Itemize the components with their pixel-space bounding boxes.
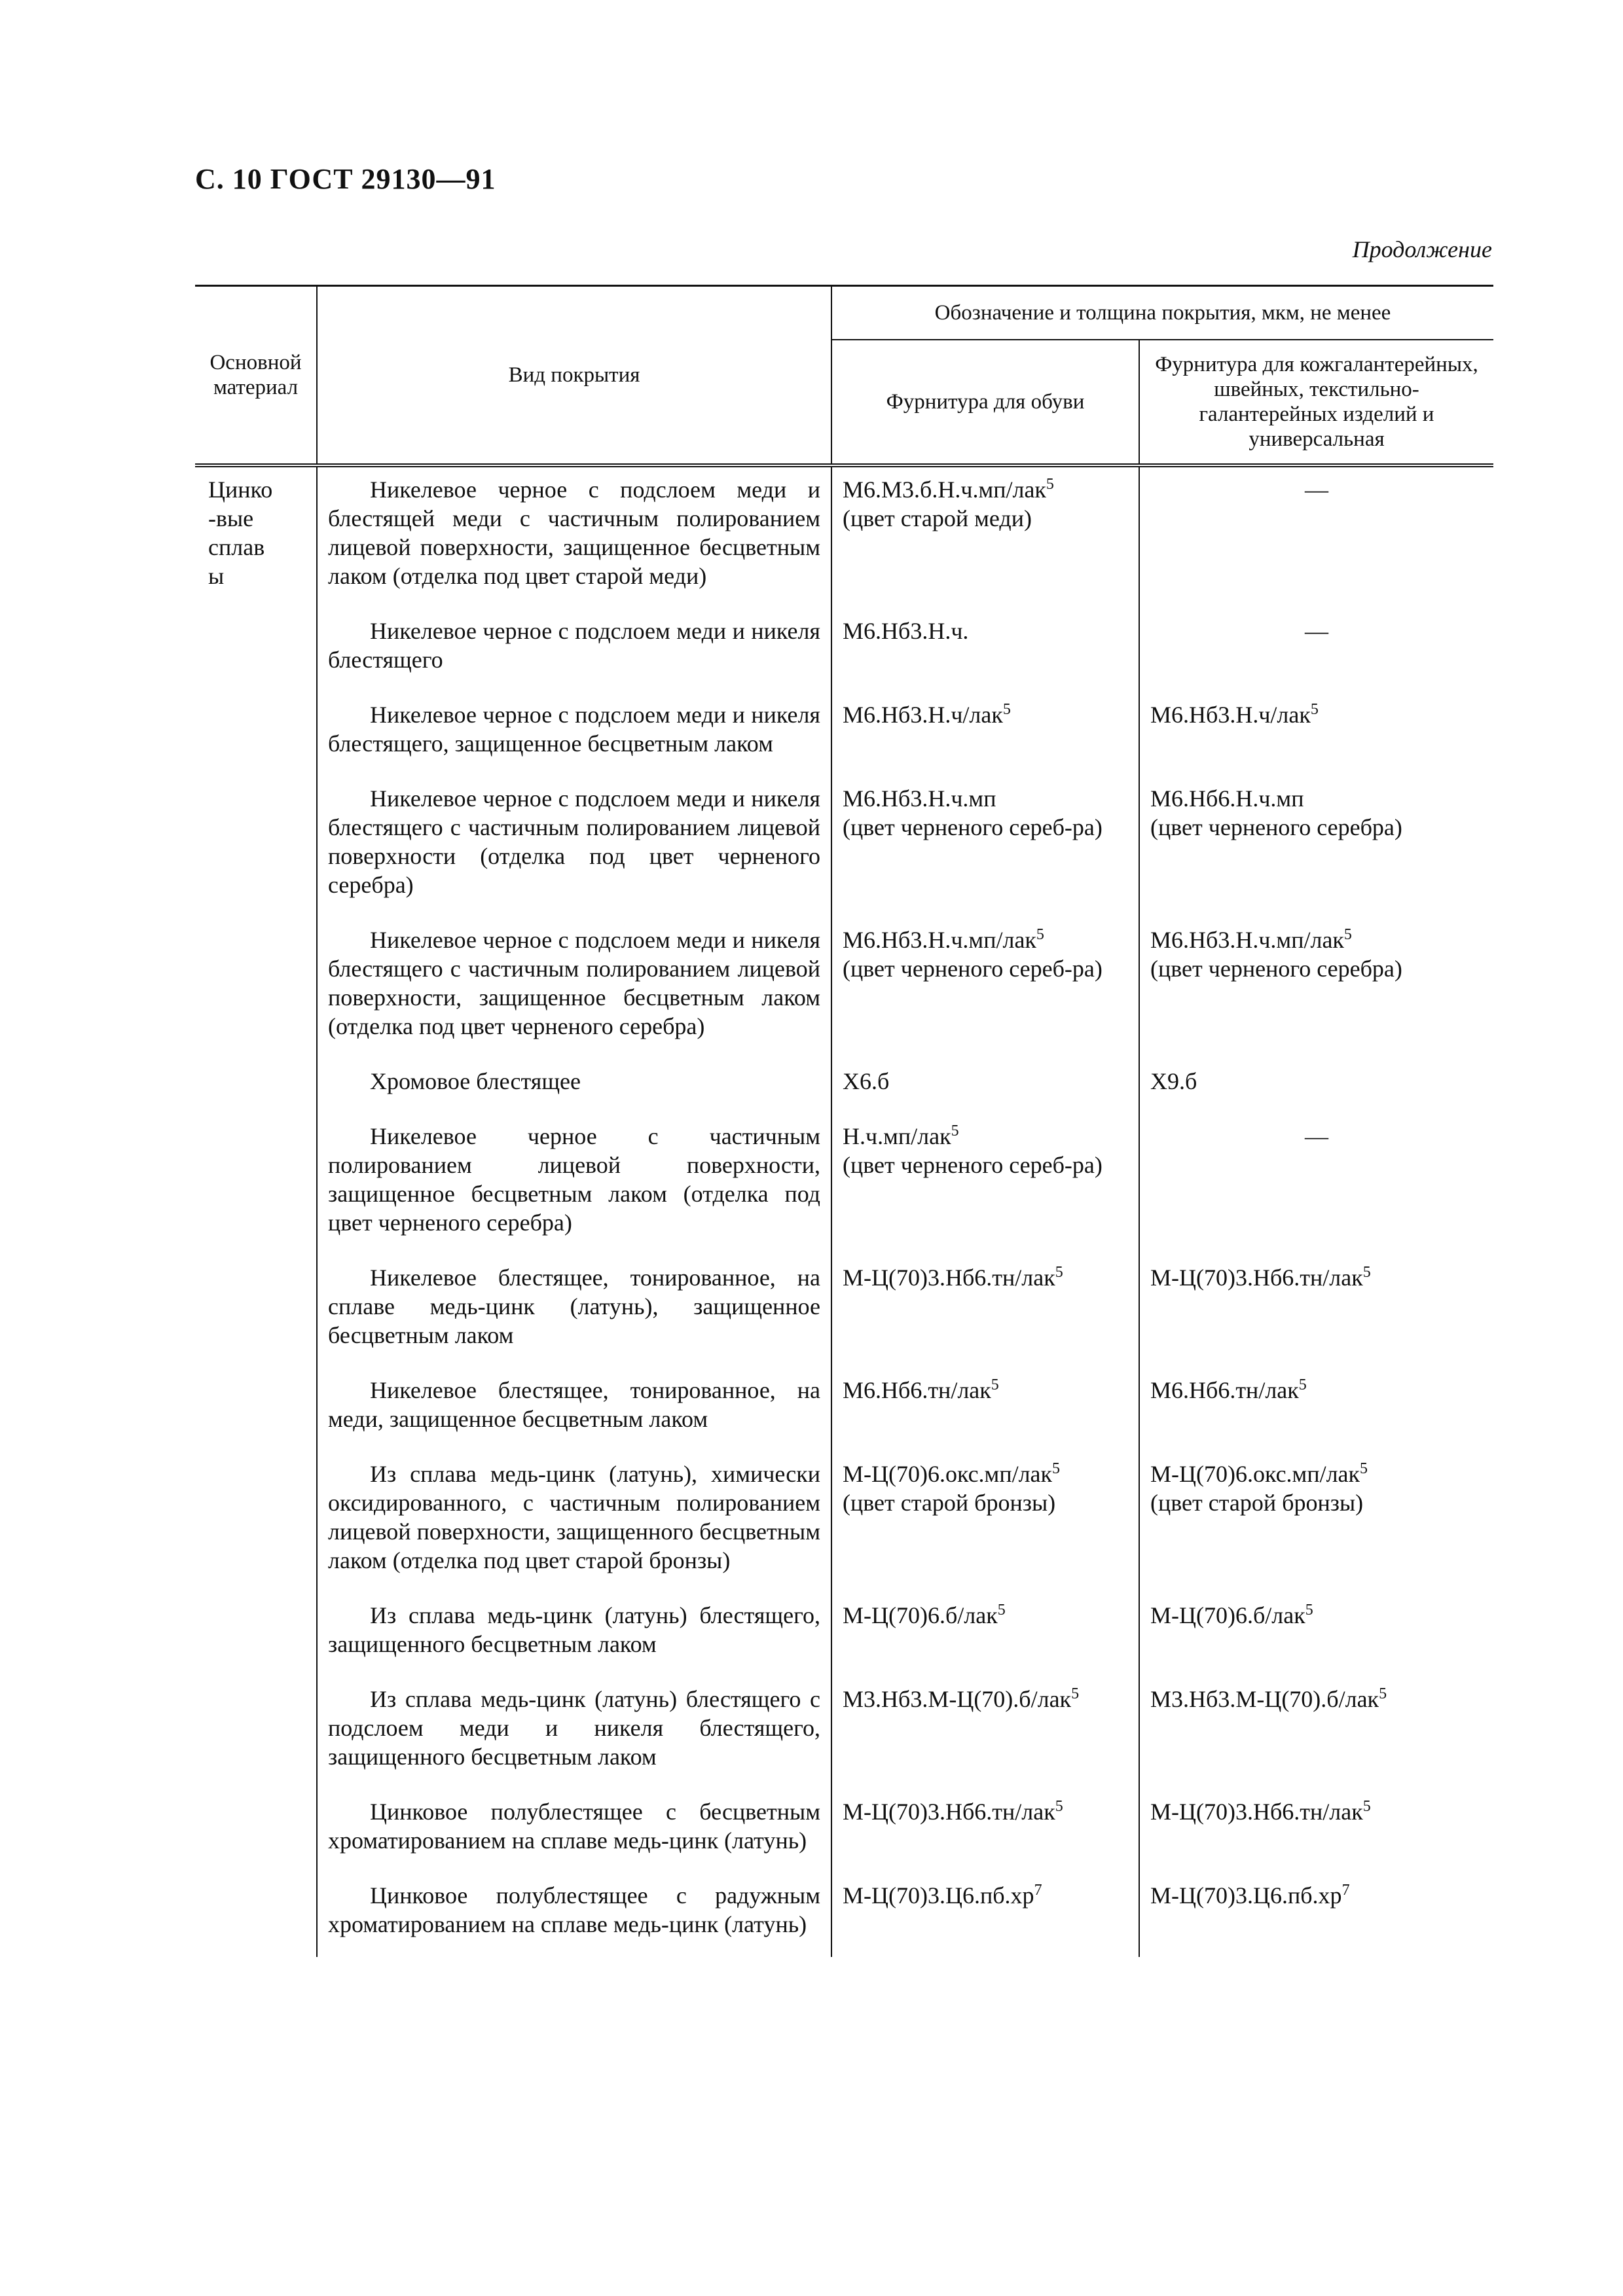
shoe-designation: М6.Нб3.Н.ч. [843, 618, 969, 644]
shoe-designation: М6.Нб3.Н.ч.мп/лак [843, 927, 1036, 953]
table-row [195, 692, 1493, 776]
other-footnote-ref: 5 [1310, 701, 1319, 718]
shoe-finish-note: (цвет черненого сереб-ра) [843, 956, 1103, 982]
shoe-designation-cell [831, 1255, 1139, 1368]
coating-type-cell [317, 1873, 831, 1957]
other-designation: Х9.б [1150, 1068, 1197, 1094]
table-row [195, 465, 1493, 609]
shoe-footnote-ref: 5 [1002, 701, 1011, 718]
coating-type-cell [317, 692, 831, 776]
coating-type-text: Цинковое полублестящее с бесцветным хроматированием на сплаве медь-цинк (латунь) [328, 1799, 820, 1854]
table-row [195, 1059, 1493, 1114]
other-designation-cell [1139, 1114, 1493, 1255]
coating-type-text: Из сплава медь-цинк (латунь) блестящего с подслоем меди и никеля блестящего, защищенного бесцветным лаком [328, 1686, 820, 1770]
other-finish-note: (цвет черненого серебра) [1150, 814, 1402, 840]
coating-type-cell [317, 918, 831, 1059]
other-finish-note: (цвет старой бронзы) [1150, 1490, 1364, 1516]
other-footnote-ref: 5 [1362, 1264, 1371, 1281]
shoe-footnote-ref: 5 [991, 1376, 999, 1393]
shoe-designation-cell [831, 1059, 1139, 1114]
table-body [195, 465, 1493, 1957]
coating-type-cell [317, 1255, 831, 1368]
coating-type-cell [317, 465, 831, 609]
coatings-table [195, 285, 1493, 1957]
shoe-designation: М6.Нб6.тн/лак [843, 1377, 991, 1403]
shoe-finish-note: (цвет черненого сереб-ра) [843, 814, 1103, 840]
coating-type-text: Никелевое черное с подслоем меди и никеля блестящего с частичным полированием лицевой поверхности, защищенное бесцветным лаком (отделка под цвет черненого серебра) [328, 927, 820, 1039]
shoe-designation-cell [831, 1368, 1139, 1452]
coating-type-text: Никелевое блестящее, тонированное, на сплаве медь-цинк (латунь), защищенное бесцветным лаком [328, 1265, 820, 1348]
other-designation-cell [1139, 692, 1493, 776]
table-row [195, 1368, 1493, 1452]
other-finish-note: (цвет черненого серебра) [1150, 956, 1402, 982]
table-row [195, 1452, 1493, 1593]
other-footnote-ref: 5 [1343, 926, 1352, 943]
other-designation-cell [1139, 1789, 1493, 1873]
other-designation-cell [1139, 776, 1493, 918]
shoe-designation: М6.Нб3.Н.ч.мп [843, 785, 996, 812]
other-footnote-ref: 5 [1360, 1460, 1368, 1477]
shoe-designation-cell [831, 1452, 1139, 1593]
other-designation-cell [1139, 465, 1493, 609]
other-designation: М6.Нб6.Н.ч.мп [1150, 785, 1304, 812]
table-row [195, 1255, 1493, 1368]
other-footnote-ref: 5 [1379, 1685, 1387, 1702]
other-footnote-ref: 5 [1362, 1798, 1371, 1815]
shoe-finish-note: (цвет старой бронзы) [843, 1490, 1056, 1516]
coating-type-cell [317, 1059, 831, 1114]
shoe-designation-cell [831, 465, 1139, 609]
coating-type-cell [317, 776, 831, 918]
other-designation-cell [1139, 1593, 1493, 1677]
page-header: С. 10 ГОСТ 29130—91 [195, 163, 496, 195]
material-cell [195, 465, 317, 1957]
coating-type-text: Хромовое блестящее [370, 1068, 581, 1094]
column-header-designation: Обозначение и толщина покрытия, мкм, не менее [831, 286, 1493, 340]
shoe-designation-cell [831, 1114, 1139, 1255]
coating-type-cell [317, 1368, 831, 1452]
shoe-footnote-ref: 5 [1071, 1685, 1080, 1702]
other-designation-cell [1139, 1873, 1493, 1957]
coating-type-text: Никелевое черное с подслоем меди и никеля блестящего [328, 618, 820, 673]
shoe-finish-note: (цвет старой меди) [843, 505, 1032, 531]
shoe-designation-cell [831, 609, 1139, 692]
coating-type-cell [317, 1452, 831, 1593]
other-designation: М6.Нб3.Н.ч.мп/лак [1150, 927, 1344, 953]
shoe-designation: М6.М3.б.Н.ч.мп/лак [843, 476, 1046, 503]
other-designation: М6.Нб3.Н.ч/лак [1150, 702, 1311, 728]
coating-type-cell [317, 1789, 831, 1873]
shoe-designation-cell [831, 1593, 1139, 1677]
other-designation: М-Ц(70)3.Нб6.тн/лак [1150, 1799, 1363, 1825]
shoe-designation: М-Ц(70)6.б/лак [843, 1602, 998, 1628]
other-designation: М-Ц(70)3.Ц6.пб.хр [1150, 1882, 1342, 1909]
other-designation: — [1305, 618, 1328, 644]
shoe-footnote-ref: 5 [1036, 926, 1044, 943]
continuation-label: Продолжение [1352, 236, 1492, 262]
shoe-footnote-ref: 7 [1034, 1882, 1042, 1899]
shoe-footnote-ref: 5 [997, 1602, 1006, 1619]
other-footnote-ref: 7 [1341, 1882, 1350, 1899]
other-designation: М3.Нб3.М-Ц(70).б/лак [1150, 1686, 1379, 1712]
coating-type-text: Никелевое черное с частичным полированием лицевой поверхности, защищенное бесцветным лаком (отделка под цвет черненого серебра) [328, 1123, 820, 1236]
shoe-designation: Н.ч.мп/лак [843, 1123, 951, 1149]
other-designation-cell [1139, 1059, 1493, 1114]
coating-type-cell [317, 1677, 831, 1789]
coating-type-text: Никелевое черное с подслоем меди и никеля блестящего, защищенное бесцветным лаком [328, 702, 820, 757]
shoe-footnote-ref: 5 [1055, 1264, 1063, 1281]
material-label: Цинко-вые сплавы [208, 476, 273, 589]
column-header-material: Основной материал [195, 286, 317, 466]
other-designation: М-Ц(70)6.б/лак [1150, 1602, 1305, 1628]
other-designation-cell [1139, 1677, 1493, 1789]
other-footnote-ref: 5 [1298, 1376, 1307, 1393]
shoe-footnote-ref: 5 [951, 1122, 959, 1139]
shoe-designation: М-Ц(70)6.окс.мп/лак [843, 1461, 1053, 1487]
other-designation: — [1305, 1123, 1328, 1149]
coating-type-cell [317, 1593, 831, 1677]
shoe-footnote-ref: 5 [1052, 1460, 1061, 1477]
shoe-designation-cell [831, 692, 1139, 776]
shoe-footnote-ref: 5 [1055, 1798, 1063, 1815]
shoe-designation: М-Ц(70)3.Ц6.пб.хр [843, 1882, 1034, 1909]
table-row [195, 776, 1493, 918]
column-header-other: Фурнитура для кожгалантерейных, швейных, текстильно-галантерейных изделий и универсальная [1139, 340, 1493, 465]
table-row [195, 1873, 1493, 1957]
shoe-designation-cell [831, 1873, 1139, 1957]
other-designation: М6.Нб6.тн/лак [1150, 1377, 1299, 1403]
other-footnote-ref: 5 [1305, 1602, 1313, 1619]
shoe-designation: М-Ц(70)3.Нб6.тн/лак [843, 1265, 1055, 1291]
coating-type-cell [317, 1114, 831, 1255]
coating-type-text: Из сплава медь-цинк (латунь), химически оксидированного, с частичным полированием лицевой поверхности, защищенного бесцветным лаком (отделка под цвет старой бронзы) [328, 1461, 820, 1573]
column-header-shoe: Фурнитура для обуви [831, 340, 1139, 465]
coating-type-text: Цинковое полублестящее с радужным хроматированием на сплаве медь-цинк (латунь) [328, 1882, 820, 1937]
shoe-designation: М-Ц(70)3.Нб6.тн/лак [843, 1799, 1055, 1825]
other-designation-cell [1139, 609, 1493, 692]
shoe-designation: Х6.б [843, 1068, 890, 1094]
other-designation-cell [1139, 1368, 1493, 1452]
coating-type-cell [317, 609, 831, 692]
coating-type-text: Никелевое блестящее, тонированное, на меди, защищенное бесцветным лаком [328, 1377, 820, 1432]
other-designation: М-Ц(70)3.Нб6.тн/лак [1150, 1265, 1363, 1291]
coating-type-text: Никелевое черное с подслоем меди и блестящей меди с частичным полированием лицевой поверхности, защищенное бесцветным лаком (отделка под цвет старой меди) [328, 476, 820, 589]
table-row [195, 1677, 1493, 1789]
shoe-footnote-ref: 5 [1046, 476, 1054, 493]
other-designation-cell [1139, 1255, 1493, 1368]
table-row [195, 918, 1493, 1059]
table-row [195, 1114, 1493, 1255]
shoe-designation-cell [831, 1789, 1139, 1873]
other-designation-cell [1139, 918, 1493, 1059]
table-row [195, 1593, 1493, 1677]
shoe-finish-note: (цвет черненого сереб-ра) [843, 1152, 1103, 1178]
shoe-designation: М6.Нб3.Н.ч/лак [843, 702, 1003, 728]
coating-type-text: Никелевое черное с подслоем меди и никеля блестящего с частичным полированием лицевой поверхности (отделка под цвет черненого серебра) [328, 785, 820, 898]
shoe-designation-cell [831, 918, 1139, 1059]
table-row [195, 609, 1493, 692]
shoe-designation-cell [831, 776, 1139, 918]
other-designation: — [1305, 476, 1328, 503]
other-designation-cell [1139, 1452, 1493, 1593]
other-designation: М-Ц(70)6.окс.мп/лак [1150, 1461, 1360, 1487]
shoe-designation: М3.Нб3.М-Ц(70).б/лак [843, 1686, 1072, 1712]
table-row [195, 1789, 1493, 1873]
coating-type-text: Из сплава медь-цинк (латунь) блестящего, защищенного бесцветным лаком [328, 1602, 820, 1657]
shoe-designation-cell [831, 1677, 1139, 1789]
column-header-coating-type: Вид покрытия [317, 286, 831, 466]
